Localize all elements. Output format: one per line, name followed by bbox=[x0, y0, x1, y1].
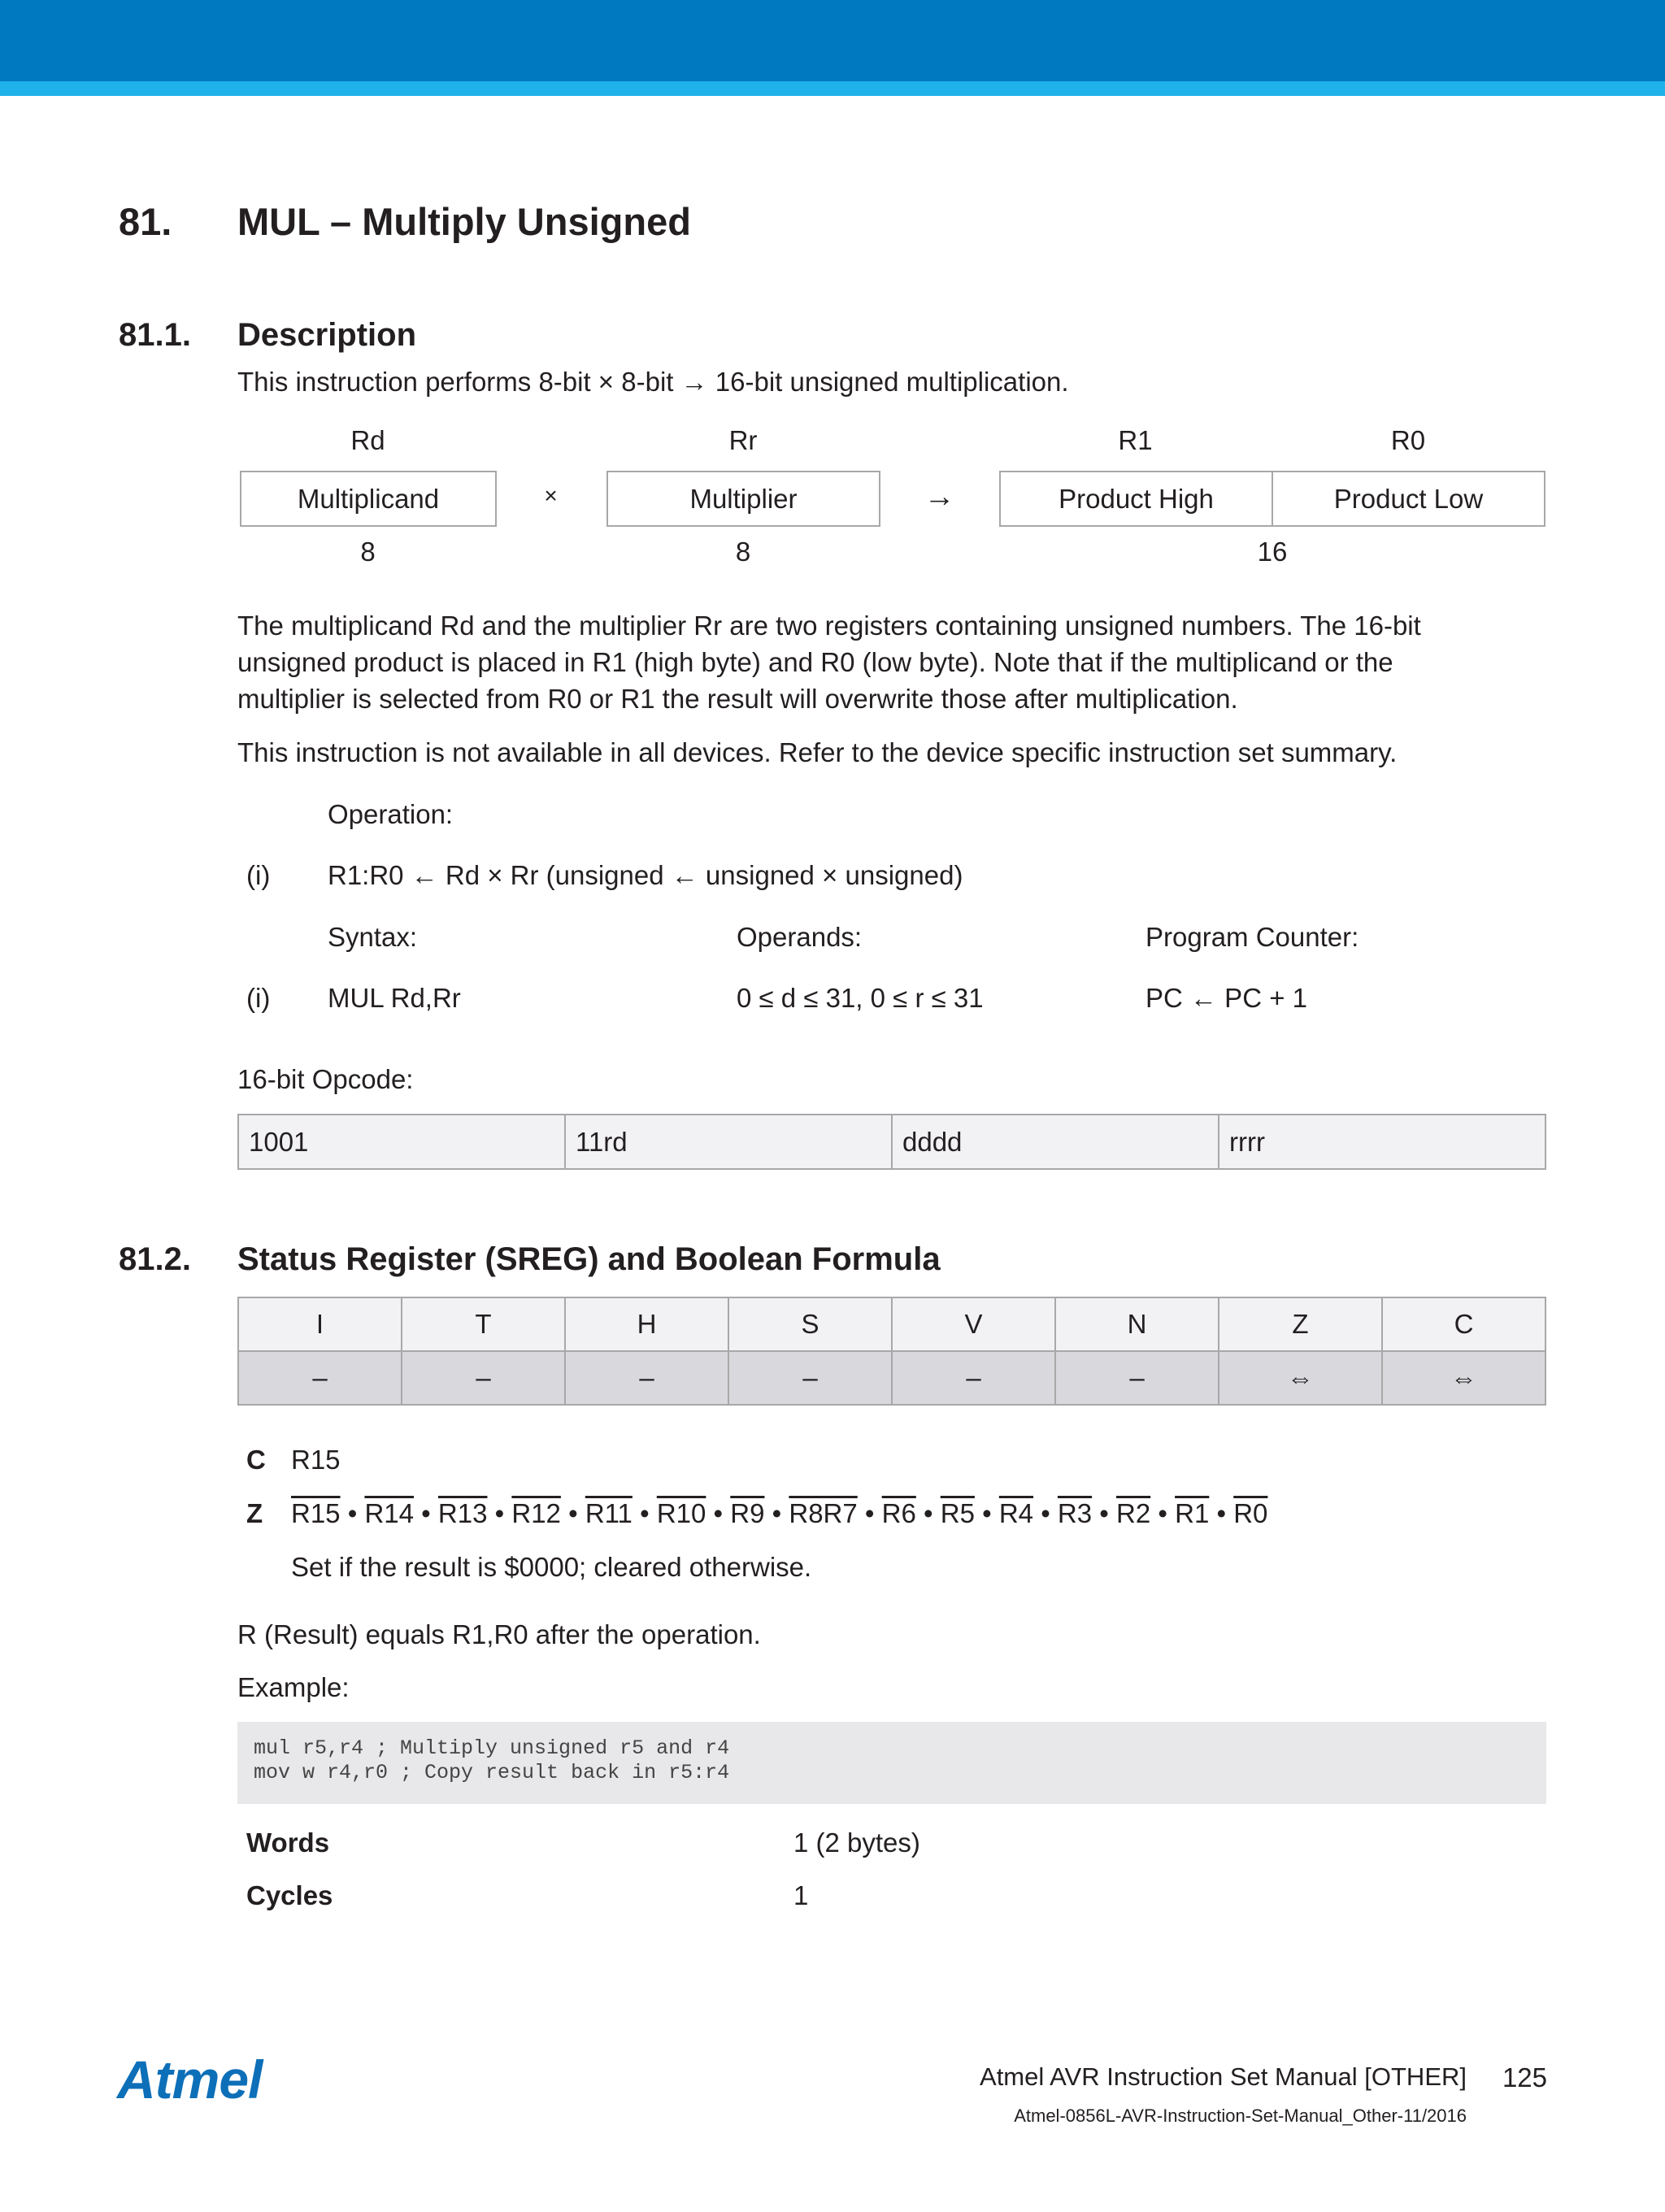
result-note: R (Result) equals R1,R0 after the operation. bbox=[237, 1619, 761, 1649]
rr-label: Rr bbox=[728, 425, 758, 455]
code-example bbox=[237, 1722, 1546, 1804]
example-label: Example: bbox=[237, 1672, 350, 1702]
product-high-box: Product High bbox=[999, 471, 1273, 527]
section-number: 81. bbox=[119, 200, 172, 243]
multiplier-box: Multiplier bbox=[606, 471, 880, 527]
cycles-value: 1 bbox=[793, 1880, 809, 1910]
register-term: R12 bbox=[511, 1498, 561, 1528]
subsection-number: 81.2. bbox=[119, 1241, 191, 1277]
subsection-number: 81.1. bbox=[119, 317, 191, 353]
rd-bits: 8 bbox=[360, 537, 376, 567]
operation-index: (i) bbox=[246, 860, 271, 890]
and-bullet: • bbox=[1099, 1498, 1109, 1528]
c-flag-formula: R15 bbox=[291, 1445, 341, 1475]
opcode-cell: dddd bbox=[891, 1114, 1219, 1170]
multiplicand-box: Multiplicand bbox=[240, 471, 497, 527]
operands-label: Operands: bbox=[737, 922, 863, 952]
and-bullet: • bbox=[640, 1498, 650, 1528]
and-bullet: • bbox=[494, 1498, 505, 1528]
and-bullet: • bbox=[568, 1498, 578, 1528]
register-term: R11 bbox=[585, 1498, 633, 1528]
opcode-cell: 11rd bbox=[564, 1114, 893, 1170]
sreg-flag-value: – bbox=[1054, 1350, 1219, 1406]
register-term: R14 bbox=[364, 1498, 414, 1528]
code-line: mul r5,r4 ; Multiply unsigned r5 and r4 bbox=[254, 1736, 730, 1760]
opcode-cell: 1001 bbox=[237, 1114, 566, 1170]
register-term: R15 bbox=[291, 1498, 341, 1528]
arrow-icon: → bbox=[924, 480, 955, 514]
and-bullet: • bbox=[864, 1498, 875, 1528]
register-term: R6 bbox=[881, 1498, 916, 1528]
availability-note: This instruction is not available in all devices. Refer to the device specific instruction set summary. bbox=[237, 737, 1398, 767]
register-term: R0 bbox=[1233, 1498, 1268, 1528]
register-term: R3 bbox=[1057, 1498, 1093, 1528]
subsection-heading: Status Register (SREG) and Boolean Formula bbox=[237, 1241, 941, 1277]
syntax-value: MUL Rd,Rr bbox=[328, 983, 461, 1013]
syntax-label: Syntax: bbox=[328, 922, 418, 952]
header-bar bbox=[0, 0, 1665, 81]
sreg-flag-header: V bbox=[891, 1297, 1056, 1352]
page-number: 125 bbox=[1502, 2062, 1547, 2092]
code-line: mov w r4,r0 ; Copy result back in r5:r4 bbox=[254, 1761, 730, 1784]
intro-text: This instruction performs 8-bit × 8-bit → 16-bit unsigned multiplication. bbox=[237, 367, 1069, 397]
z-flag-label: Z bbox=[246, 1498, 263, 1528]
sreg-flag-value: ⇔ bbox=[1381, 1350, 1546, 1406]
program-counter-value: PC ← PC + 1 bbox=[1146, 983, 1307, 1013]
and-bullet: • bbox=[1216, 1498, 1227, 1528]
times-sign: × bbox=[544, 483, 558, 508]
paragraph-line: multiplier is selected from R0 or R1 the result will overwrite those after multiplication. bbox=[237, 684, 1238, 714]
sreg-flag-header: T bbox=[401, 1297, 566, 1352]
r0-label: R0 bbox=[1390, 425, 1426, 455]
paragraph-line: unsigned product is placed in R1 (high byte) and R0 (low byte). Note that if the multiplicand or the bbox=[237, 647, 1393, 677]
and-bullet: • bbox=[924, 1498, 933, 1528]
register-term: R1 bbox=[1175, 1498, 1210, 1528]
sreg-flag-header: Z bbox=[1218, 1297, 1383, 1352]
subsection-heading: Description bbox=[237, 317, 417, 353]
paragraph-line: The multiplicand Rd and the multiplier Rr are two registers containing unsigned numbers. The 16-bit bbox=[237, 611, 1421, 641]
sreg-flag-value: ⇔ bbox=[1218, 1350, 1383, 1406]
opcode-cell: rrrr bbox=[1218, 1114, 1546, 1170]
register-term: R13 bbox=[437, 1498, 488, 1528]
operation-label: Operation: bbox=[328, 799, 454, 829]
sreg-flag-header: C bbox=[1381, 1297, 1546, 1352]
sreg-flag-header: H bbox=[564, 1297, 729, 1352]
register-term: R9 bbox=[730, 1498, 765, 1528]
words-label: Words bbox=[246, 1827, 330, 1858]
and-bullet: • bbox=[713, 1498, 724, 1528]
rr-bits: 8 bbox=[735, 537, 751, 567]
page-title: MUL – Multiply Unsigned bbox=[237, 200, 691, 243]
sreg-flag-value: – bbox=[564, 1350, 729, 1406]
sreg-flag-value: – bbox=[401, 1350, 566, 1406]
register-term: R2 bbox=[1116, 1498, 1151, 1528]
register-term: R10 bbox=[656, 1498, 706, 1528]
operands-value: 0 ≤ d ≤ 31, 0 ≤ r ≤ 31 bbox=[737, 983, 984, 1013]
register-term: R5 bbox=[940, 1498, 975, 1528]
document-id: Atmel-0856L-AVR-Instruction-Set-Manual_Other-11/2016 bbox=[1014, 2106, 1467, 2126]
sreg-flag-header: N bbox=[1054, 1297, 1219, 1352]
words-value: 1 (2 bytes) bbox=[793, 1827, 920, 1858]
r1-label: R1 bbox=[1118, 425, 1153, 455]
sreg-flag-header: S bbox=[728, 1297, 893, 1352]
register-term: R4 bbox=[998, 1498, 1034, 1528]
manual-title: Atmel AVR Instruction Set Manual [OTHER] bbox=[980, 2062, 1467, 2091]
and-bullet: • bbox=[1158, 1498, 1167, 1528]
sreg-flag-value: – bbox=[728, 1350, 893, 1406]
syntax-index: (i) bbox=[246, 983, 271, 1013]
and-bullet: • bbox=[982, 1498, 992, 1528]
cycles-label: Cycles bbox=[246, 1880, 333, 1910]
and-bullet: • bbox=[421, 1498, 431, 1528]
header-stripe bbox=[0, 81, 1665, 96]
rd-label: Rd bbox=[350, 425, 385, 455]
result-bits: 16 bbox=[1257, 537, 1288, 567]
c-flag-label: C bbox=[246, 1445, 266, 1475]
and-bullet: • bbox=[1041, 1498, 1050, 1528]
register-term: R8R7 bbox=[789, 1498, 858, 1528]
operation-formula: R1:R0 ← Rd × Rr (unsigned ← unsigned × unsigned) bbox=[328, 860, 963, 890]
z-flag-note: Set if the result is $0000; cleared otherwise. bbox=[291, 1552, 812, 1582]
opcode-label: 16-bit Opcode: bbox=[237, 1064, 414, 1094]
program-counter-label: Program Counter: bbox=[1146, 922, 1359, 952]
and-bullet: • bbox=[347, 1498, 358, 1528]
sreg-flag-header: I bbox=[237, 1297, 402, 1352]
and-bullet: • bbox=[772, 1498, 782, 1528]
sreg-flag-value: – bbox=[891, 1350, 1056, 1406]
atmel-logo: Atmel bbox=[117, 2049, 263, 2110]
z-flag-formula bbox=[291, 1495, 1267, 1532]
sreg-flag-value: – bbox=[237, 1350, 402, 1406]
product-low-box: Product Low bbox=[1272, 471, 1545, 527]
